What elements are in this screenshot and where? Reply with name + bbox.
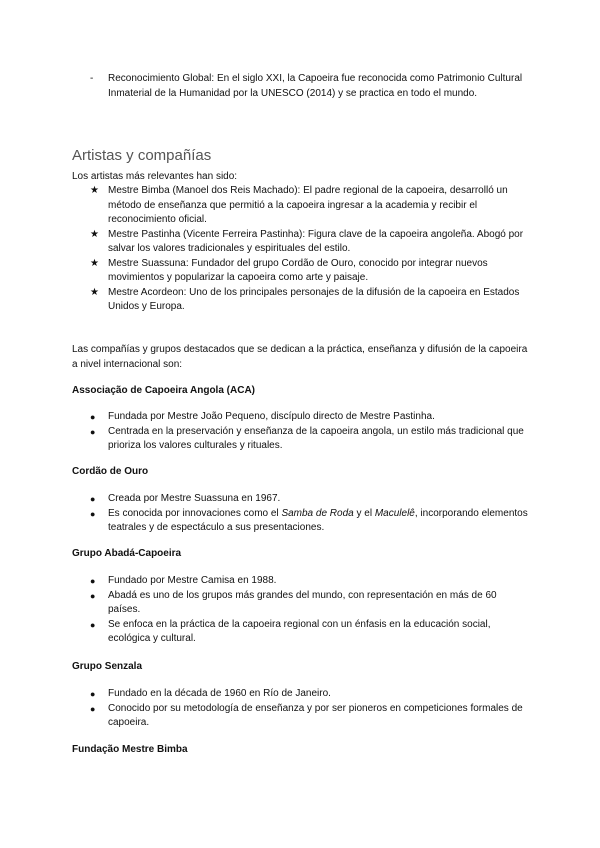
group-title-senzala: Grupo Senzala — [72, 661, 143, 672]
list-item-text: Mestre Bimba (Manoel dos Reis Machado): El padre regional de la capoeira, desarrolló un método de enseñanza que permitió a la capoeira ingresar a la academia y recibir el reconocimiento oficial. — [108, 185, 508, 225]
companies-intro: Las compañías y grupos destacados que se dedican a la práctica, enseñanza y difusión de la capoeira a nivel internacional son: — [72, 344, 528, 370]
star-bullet-icon: ★ — [90, 286, 99, 298]
list-item — [90, 507, 530, 536]
star-bullet-icon: ★ — [90, 257, 99, 269]
bullet-icon: ● — [90, 576, 96, 586]
bullet-icon: ● — [90, 619, 96, 630]
bullet-icon: ● — [90, 508, 96, 519]
list-item-text: Fundada por Mestre João Pequeno, discípulo directo de Mestre Pastinha. — [108, 411, 435, 422]
list-item — [90, 228, 530, 257]
artists-list — [90, 184, 530, 315]
list-item-text: Mestre Pastinha (Vicente Ferreira Pastinha): Figura clave de la capoeira angoleña. Abogó por salvar los valores tradicionales y espirituales del estilo. — [108, 228, 524, 254]
cordao-list — [90, 492, 530, 536]
intro-item-text: Reconocimiento Global: En el siglo XXI, la Capoeira fue reconocida como Patrimonio Cultural Inmaterial de la Humanidad por la UNESCO (2014) y se practica en todo el mundo. — [108, 73, 523, 99]
intro-list-item — [90, 72, 530, 101]
list-item — [90, 410, 530, 425]
list-item — [90, 618, 530, 647]
group-title-abada: Grupo Abadá-Capoeira — [72, 548, 182, 559]
aca-list — [90, 410, 530, 454]
maculele-term: Maculelê — [374, 507, 415, 519]
artists-lead: Los artistas más relevantes han sido: — [72, 171, 238, 182]
bullet-icon: ● — [90, 689, 96, 699]
group-title-aca: Associação de Capoeira Angola (ACA) — [72, 385, 256, 396]
list-item-text-c: , incorporando elementos teatrales y de espectáculo a sus presentaciones. — [108, 507, 528, 533]
abada-list — [90, 574, 530, 647]
list-item — [90, 492, 530, 507]
bullet-icon: ● — [90, 426, 96, 437]
bullet-icon: ● — [90, 590, 96, 601]
list-item-text: Conocido por su metodología de enseñanza y por ser pioneros en competiciones formales de capoeira. — [108, 702, 523, 728]
star-bullet-icon: ★ — [90, 228, 99, 240]
list-item — [90, 574, 530, 589]
list-item-text: Se enfoca en la práctica de la capoeira regional con un énfasis en la educación social, ecológica y cultural. — [108, 618, 491, 644]
list-item — [90, 702, 530, 731]
list-item — [90, 425, 530, 454]
list-item-text: Fundado en la década de 1960 en Río de Janeiro. — [108, 688, 331, 699]
list-item-text: Abadá es uno de los grupos más grandes del mundo, con representación en más de 60 países. — [108, 589, 497, 615]
list-item-text: Mestre Suassuna: Fundador del grupo Cordão de Ouro, conocido por integrar nuevos movimientos y popularizar la capoeira como arte y paisaje. — [108, 257, 488, 283]
bullet-icon: ● — [90, 494, 96, 504]
bullet-icon: ● — [90, 703, 96, 714]
senzala-list — [90, 687, 530, 731]
list-item-text-b: y el — [353, 507, 375, 519]
section-heading-artists: Artistas y compañías — [72, 147, 212, 164]
list-item-text-a: Es conocida por innovaciones como el — [108, 507, 282, 519]
list-item — [90, 184, 530, 228]
bullet-icon: ● — [90, 412, 96, 422]
list-item — [90, 257, 530, 286]
list-item-text: Fundado por Mestre Camisa en 1988. — [108, 575, 277, 586]
dash-bullet: - — [90, 73, 94, 84]
list-item-text: Centrada en la preservación y enseñanza de la capoeira angola, un estilo más tradicional que prioriza los valores culturales y rituales. — [108, 425, 524, 451]
samba-de-roda-term: Samba de Roda — [281, 507, 354, 519]
list-item — [90, 286, 530, 315]
list-item — [90, 687, 530, 702]
group-title-cordao: Cordão de Ouro — [72, 466, 149, 477]
list-item-text: Creada por Mestre Suassuna en 1967. — [108, 493, 281, 504]
list-item — [90, 589, 530, 618]
star-bullet-icon: ★ — [90, 185, 99, 196]
group-title-bimba: Fundação Mestre Bimba — [72, 744, 188, 755]
list-item-text: Mestre Acordeon: Uno de los principales personajes de la difusión de la capoeira en Estados Unidos y Europa. — [108, 286, 520, 312]
